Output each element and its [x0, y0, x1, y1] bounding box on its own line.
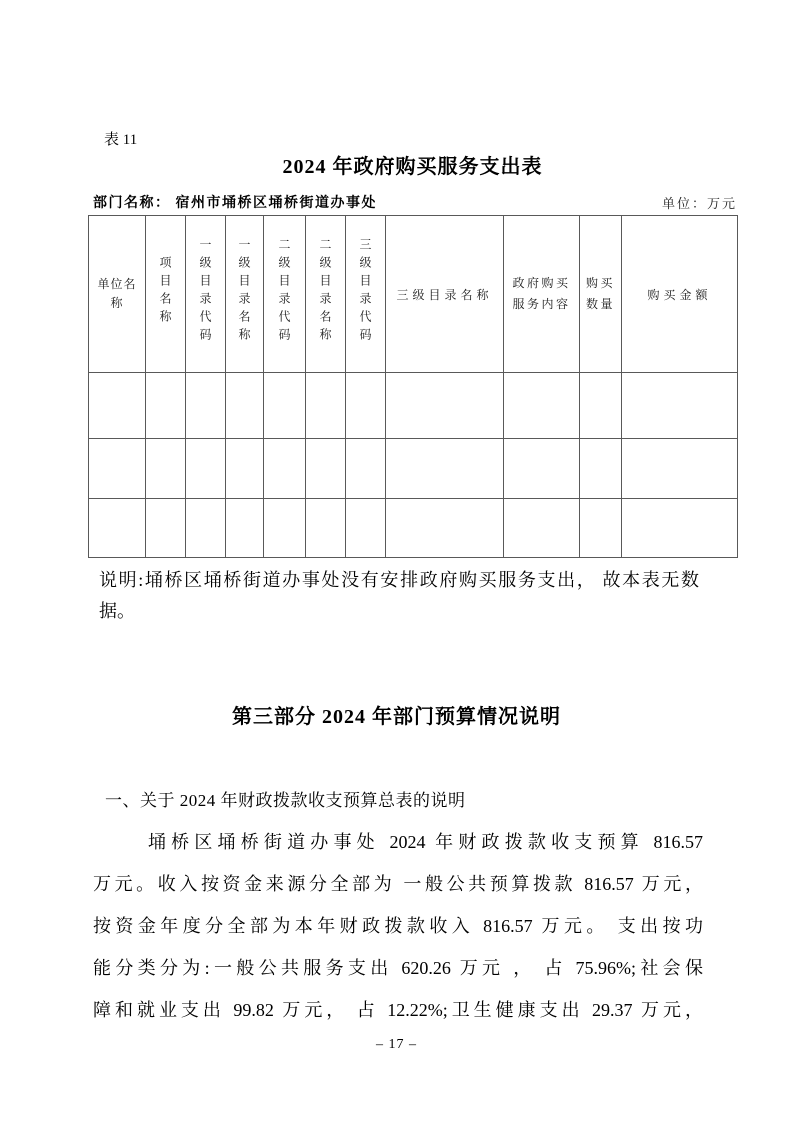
table-row [89, 373, 738, 439]
table-cell [226, 439, 264, 499]
table-cell [306, 499, 346, 558]
document-table-title: 2024 年政府购买服务支出表 [282, 156, 543, 178]
col-header-level2-code: 二级目录代码 [264, 216, 306, 373]
table-note-line1: 说明:埇桥区埇桥街道办事处没有安排政府购买服务支出， 故本表无数 [99, 570, 699, 590]
col-header-level3-name: 三级目录名称 [386, 216, 504, 373]
table-cell [89, 439, 146, 499]
table-note [99, 565, 699, 627]
table-cell [306, 373, 346, 439]
table-cell [146, 373, 186, 439]
table-cell [504, 439, 580, 499]
table-cell [89, 373, 146, 439]
table-cell [264, 373, 306, 439]
table-cell [346, 373, 386, 439]
table-row [89, 499, 738, 558]
section-title: 第三部分 2024 年部门预算情况说明 [232, 706, 561, 728]
table-cell [580, 439, 622, 499]
table-cell [386, 373, 504, 439]
col-header-level1-name: 一级目录名称 [226, 216, 264, 373]
col-header-service-content: 政府购买服务内容 [504, 216, 580, 373]
table-note-line2: 据。 [99, 601, 135, 621]
section-subheading: 一、关于 2024 年财政拨款收支预算总表的说明 [105, 791, 466, 810]
table-cell [186, 499, 226, 558]
department-label: 部门名称： [93, 194, 171, 210]
paragraph-line: 按资金年度分全部为本年财政拨款收入 816.57 万元。 支出按功 [93, 916, 703, 936]
table-cell [89, 499, 146, 558]
department-name: 宿州市埇桥区埇桥街道办事处 [175, 194, 377, 210]
page-number: – 17 – [376, 1037, 417, 1052]
table-cell [306, 439, 346, 499]
paragraph-line: 万元。收入按资金来源分全部为 一般公共预算拨款 816.57 万元， [93, 874, 703, 894]
paragraph-line: 埇桥区埇桥街道办事处 2024 年财政拨款收支预算 816.57 [148, 832, 703, 852]
table-cell [504, 499, 580, 558]
table-number-label: 表 11 [104, 132, 138, 148]
table-cell [146, 439, 186, 499]
table-cell [346, 499, 386, 558]
table-cell [346, 439, 386, 499]
col-header-purchase-amount: 购买金额 [622, 216, 738, 373]
col-header-project-name: 项目名称 [146, 216, 186, 373]
table-cell [146, 499, 186, 558]
budget-paragraph [93, 821, 703, 1031]
table-cell [580, 499, 622, 558]
table-cell [226, 373, 264, 439]
table-cell [622, 439, 738, 499]
table-meta-row [88, 192, 737, 212]
table-header-row [89, 216, 738, 373]
table-cell [186, 373, 226, 439]
table-cell [264, 439, 306, 499]
table-row [89, 439, 738, 499]
col-header-unit-name: 单位名称 [89, 216, 146, 373]
table-cell [504, 373, 580, 439]
col-header-level1-code: 一级目录代码 [186, 216, 226, 373]
table-cell [264, 499, 306, 558]
table-cell [622, 373, 738, 439]
paragraph-line: 能分类分为:一般公共服务支出 620.26 万元 ， 占 75.96%;社会保 [93, 958, 703, 978]
col-header-purchase-quantity: 购买数量 [580, 216, 622, 373]
table-cell [386, 499, 504, 558]
unit-note: 单位：万元 [661, 196, 737, 211]
col-header-level3-code: 三级目录代码 [346, 216, 386, 373]
table-cell [226, 499, 264, 558]
table-cell [622, 499, 738, 558]
table-cell [580, 373, 622, 439]
col-header-level2-name: 二级目录名称 [306, 216, 346, 373]
department-name-line [88, 192, 377, 212]
table-cell [186, 439, 226, 499]
purchase-services-table [88, 215, 738, 558]
paragraph-line: 障和就业支出 99.82 万元， 占 12.22%;卫生健康支出 29.37 万元， [93, 1000, 703, 1020]
table-cell [386, 439, 504, 499]
